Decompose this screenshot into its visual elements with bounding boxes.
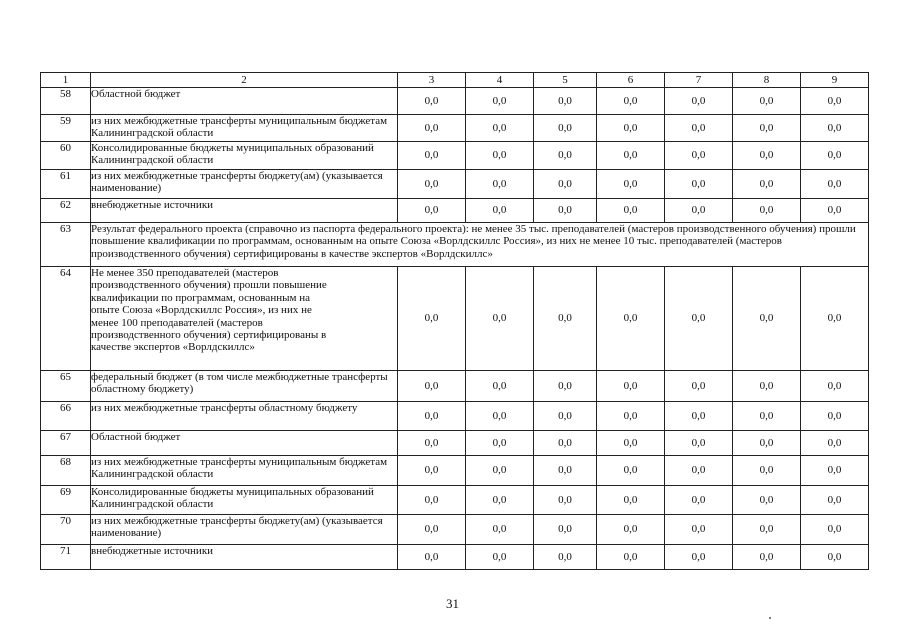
cell-value: 0,0 <box>398 486 466 515</box>
cell-value: 0,0 <box>466 456 534 486</box>
cell-value: 0,0 <box>733 88 801 115</box>
table-row <box>41 515 869 545</box>
cell-value: 0,0 <box>398 88 466 115</box>
cell-value: 0,0 <box>733 267 801 371</box>
cell-value: 0,0 <box>534 115 597 142</box>
row-name: из них межбюджетные трансферты муниципальным бюджетам Калининградской области <box>91 115 398 142</box>
cell-value: 0,0 <box>534 545 597 570</box>
cell-value: 0,0 <box>665 515 733 545</box>
federal-project-result-text: Результат федерального проекта (справочно из паспорта федерального проекта): не менее 35 тыс. преподавателей (мастеров производственного обучения) прошли повышение квалификации по программам, основанным на опыте Союза «Ворлдскиллс Россия», из них не менее 10 тыс. преподавателей (мастеров производственного обучения) сертифицированы в качестве экспертов «Ворлдскиллс» <box>91 223 869 267</box>
cell-value: 0,0 <box>597 88 665 115</box>
cell-value: 0,0 <box>466 402 534 431</box>
cell-value: 0,0 <box>665 170 733 199</box>
row-number: 62 <box>41 199 91 223</box>
header-row <box>41 73 869 88</box>
table-row <box>41 545 869 570</box>
cell-value: 0,0 <box>534 88 597 115</box>
table-row <box>41 267 869 371</box>
cell-value: 0,0 <box>597 402 665 431</box>
cell-value: 0,0 <box>398 402 466 431</box>
cell-value: 0,0 <box>733 199 801 223</box>
cell-value: 0,0 <box>398 115 466 142</box>
row-number: 67 <box>41 431 91 456</box>
cell-value: 0,0 <box>801 142 869 170</box>
cell-value: 0,0 <box>597 545 665 570</box>
cell-value: 0,0 <box>597 371 665 402</box>
cell-value: 0,0 <box>733 402 801 431</box>
cell-value: 0,0 <box>466 545 534 570</box>
table-row <box>41 223 869 267</box>
cell-value: 0,0 <box>665 88 733 115</box>
cell-value: 0,0 <box>466 371 534 402</box>
column-header: 9 <box>801 73 869 88</box>
cell-value: 0,0 <box>597 115 665 142</box>
cell-value: 0,0 <box>733 486 801 515</box>
row-name: Консолидированные бюджеты муниципальных образований Калининградской области <box>91 486 398 515</box>
cell-value: 0,0 <box>398 267 466 371</box>
cell-value: 0,0 <box>466 142 534 170</box>
cell-value: 0,0 <box>398 515 466 545</box>
cell-value: 0,0 <box>733 515 801 545</box>
cell-value: 0,0 <box>466 267 534 371</box>
row-number: 68 <box>41 456 91 486</box>
column-header: 3 <box>398 73 466 88</box>
cell-value: 0,0 <box>597 267 665 371</box>
cell-value: 0,0 <box>466 115 534 142</box>
row-number: 59 <box>41 115 91 142</box>
budget-table-container <box>40 72 868 570</box>
cell-value: 0,0 <box>665 486 733 515</box>
budget-table <box>40 72 869 570</box>
cell-value: 0,0 <box>733 431 801 456</box>
cell-value: 0,0 <box>597 456 665 486</box>
row-number: 65 <box>41 371 91 402</box>
cell-value: 0,0 <box>733 142 801 170</box>
row-name: внебюджетные источники <box>91 545 398 570</box>
row-name: внебюджетные источники <box>91 199 398 223</box>
row-number: 70 <box>41 515 91 545</box>
table-row <box>41 486 869 515</box>
cell-value: 0,0 <box>733 170 801 199</box>
cell-value: 0,0 <box>466 199 534 223</box>
cell-value: 0,0 <box>398 545 466 570</box>
cell-value: 0,0 <box>597 486 665 515</box>
page-number: 31 <box>446 596 459 611</box>
cell-value: 0,0 <box>466 88 534 115</box>
cell-value: 0,0 <box>665 545 733 570</box>
cell-value: 0,0 <box>466 431 534 456</box>
cell-value: 0,0 <box>665 115 733 142</box>
cell-value: 0,0 <box>801 515 869 545</box>
row-number: 64 <box>41 267 91 371</box>
cell-value: 0,0 <box>665 431 733 456</box>
cell-value: 0,0 <box>398 199 466 223</box>
cell-value: 0,0 <box>665 402 733 431</box>
cell-value: 0,0 <box>534 267 597 371</box>
row-name: федеральный бюджет (в том числе межбюджетные трансферты областному бюджету) <box>91 371 398 402</box>
cell-value: 0,0 <box>534 456 597 486</box>
column-header: 7 <box>665 73 733 88</box>
row-name: из них межбюджетные трансферты муниципальным бюджетам Калининградской области <box>91 456 398 486</box>
table-row <box>41 142 869 170</box>
cell-value: 0,0 <box>534 486 597 515</box>
cell-value: 0,0 <box>534 170 597 199</box>
cell-value: 0,0 <box>597 170 665 199</box>
cell-value: 0,0 <box>665 267 733 371</box>
table-row <box>41 170 869 199</box>
row-number: 66 <box>41 402 91 431</box>
row-name: Областной бюджет <box>91 88 398 115</box>
column-header: 4 <box>466 73 534 88</box>
row-name: из них межбюджетные трансферты областному бюджету <box>91 402 398 431</box>
cell-value: 0,0 <box>534 431 597 456</box>
cell-value: 0,0 <box>534 199 597 223</box>
cell-value: 0,0 <box>733 456 801 486</box>
cell-value: 0,0 <box>597 199 665 223</box>
cell-value: 0,0 <box>665 199 733 223</box>
cell-value: 0,0 <box>733 115 801 142</box>
table-row <box>41 371 869 402</box>
cell-value: 0,0 <box>801 402 869 431</box>
cell-value: 0,0 <box>801 486 869 515</box>
row-name: из них межбюджетные трансферты бюджету(ам) (указывается наименование) <box>91 515 398 545</box>
cell-value: 0,0 <box>665 142 733 170</box>
cell-value: 0,0 <box>665 456 733 486</box>
row-number: 69 <box>41 486 91 515</box>
row-number: 60 <box>41 142 91 170</box>
cell-value: 0,0 <box>801 88 869 115</box>
cell-value: 0,0 <box>801 170 869 199</box>
cell-value: 0,0 <box>801 199 869 223</box>
cell-value: 0,0 <box>398 170 466 199</box>
table-row <box>41 199 869 223</box>
table-body <box>41 88 869 570</box>
column-header: 6 <box>597 73 665 88</box>
cell-value: 0,0 <box>534 402 597 431</box>
row-name: Консолидированные бюджеты муниципальных образований Калининградской области <box>91 142 398 170</box>
cell-value: 0,0 <box>466 486 534 515</box>
cell-value: 0,0 <box>398 142 466 170</box>
row-name: Не менее 350 преподавателей (мастеров производственного обучения) прошли повышение квалификации по программам, основанным на опыте Союза «Ворлдскиллс Россия», из них не менее 100 преподавателей (мастеров производственного обучения) сертифицированы в качестве экспертов «Ворлдскиллс» <box>91 267 398 371</box>
cell-value: 0,0 <box>665 371 733 402</box>
row-number: 61 <box>41 170 91 199</box>
column-header: 2 <box>91 73 398 88</box>
column-header: 1 <box>41 73 91 88</box>
cell-value: 0,0 <box>398 431 466 456</box>
cell-value: 0,0 <box>801 545 869 570</box>
cell-value: 0,0 <box>534 371 597 402</box>
row-name: из них межбюджетные трансферты бюджету(ам) (указывается наименование) <box>91 170 398 199</box>
cell-value: 0,0 <box>597 515 665 545</box>
cell-value: 0,0 <box>733 371 801 402</box>
cell-value: 0,0 <box>534 142 597 170</box>
column-header: 8 <box>733 73 801 88</box>
cell-value: 0,0 <box>466 170 534 199</box>
scan-speck <box>769 617 771 619</box>
cell-value: 0,0 <box>733 545 801 570</box>
table-row <box>41 115 869 142</box>
cell-value: 0,0 <box>801 267 869 371</box>
table-row <box>41 402 869 431</box>
column-header: 5 <box>534 73 597 88</box>
table-row <box>41 431 869 456</box>
row-number: 63 <box>41 223 91 267</box>
cell-value: 0,0 <box>801 431 869 456</box>
row-name: Областной бюджет <box>91 431 398 456</box>
cell-value: 0,0 <box>534 515 597 545</box>
cell-value: 0,0 <box>398 371 466 402</box>
row-number: 58 <box>41 88 91 115</box>
cell-value: 0,0 <box>801 456 869 486</box>
cell-value: 0,0 <box>597 431 665 456</box>
table-row <box>41 88 869 115</box>
table-row <box>41 456 869 486</box>
cell-value: 0,0 <box>801 371 869 402</box>
cell-value: 0,0 <box>466 515 534 545</box>
row-number: 71 <box>41 545 91 570</box>
cell-value: 0,0 <box>801 115 869 142</box>
cell-value: 0,0 <box>597 142 665 170</box>
cell-value: 0,0 <box>398 456 466 486</box>
